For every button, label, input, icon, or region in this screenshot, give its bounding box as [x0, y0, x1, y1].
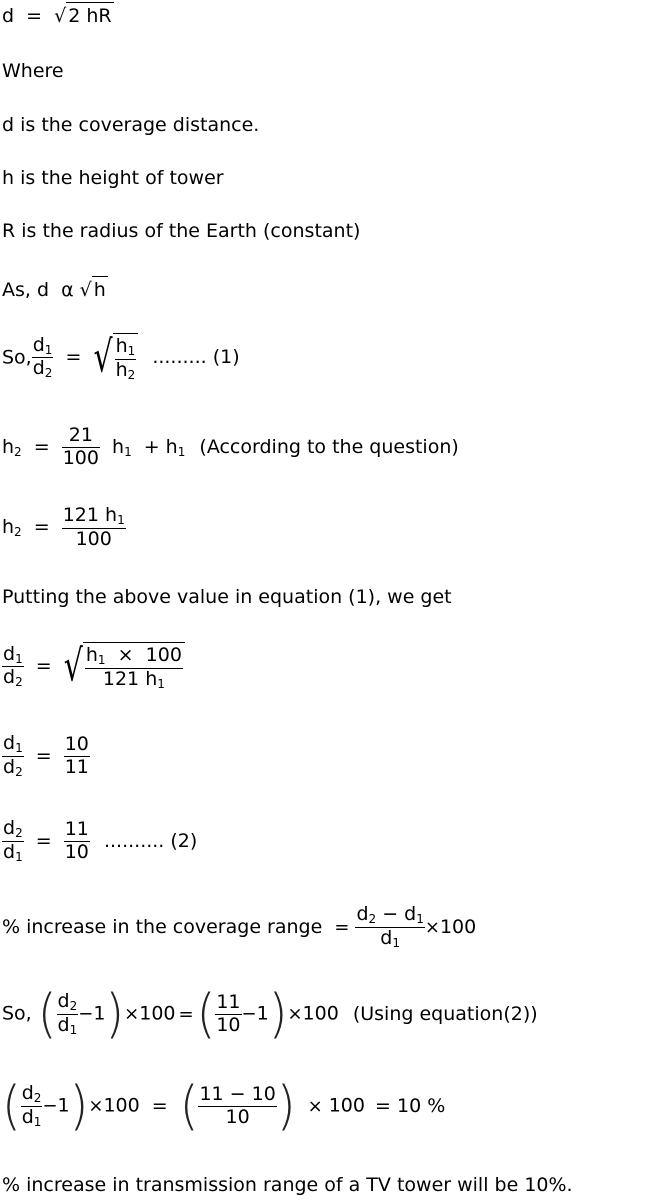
equation-tag-1: ......... (1): [152, 346, 240, 369]
equation-result: ( $\frac{d_2}{d_1}$ −1)×100 = ( $\frac{11 - 10}{10}$ ) × 100 = 10 %: [2, 1075, 446, 1137]
h2-term: $h_2$: [2, 435, 22, 459]
left-paren: (: [179, 1075, 199, 1137]
equation-substituted: [2, 642, 185, 692]
fraction-d1-d2: $\frac{d_1}{d_2}$: [3, 642, 23, 690]
equals-sign: =: [33, 435, 50, 458]
fraction-11-10: $\frac{11}{10}$: [64, 817, 89, 863]
sqrt-icon: √: [63, 640, 83, 692]
equals-sign: =: [35, 655, 52, 678]
equals-sign: =: [65, 346, 82, 369]
fraction-d2-d1: $\frac{d_2}{d_1}$: [3, 817, 23, 864]
equation-h2-sum: [2, 425, 459, 470]
fraction-121h1-100: $\frac{121 h_1}{100}$: [62, 504, 125, 550]
sqrt-icon: √: [93, 331, 113, 383]
left-paren: (: [2, 1075, 21, 1137]
right-paren: ): [69, 1075, 89, 1137]
fraction-11-10: $\frac{11}{10}$: [216, 990, 241, 1036]
h1-term: $h_1$: [165, 435, 186, 459]
annotation-text: (According to the question): [199, 435, 459, 458]
sqrt-ratio: √ $\frac{h_1 \times 100}{121 h_1}$: [64, 642, 185, 692]
text-r-def: R is the radius of the Earth (constant): [2, 220, 361, 242]
using-note: (Using equation(2)): [352, 1002, 538, 1025]
fraction-d2-d1: $\frac{d_2}{d_1}$: [21, 1081, 42, 1129]
times-sign: ×: [307, 1095, 323, 1117]
fraction-d2-d1: $\frac{d_2}{d_1}$: [57, 989, 78, 1037]
fraction-d1-d2: $\frac{d_1}{d_2}$: [32, 333, 53, 381]
equation-h2-value: [2, 505, 126, 551]
var-d: d: [2, 5, 15, 27]
proportional-line: [2, 276, 108, 301]
right-paren: ): [268, 983, 288, 1045]
fraction-10-11: $\frac{10}{11}$: [64, 732, 89, 778]
fraction-d1-d2: $\frac{d_1}{d_2}$: [3, 732, 23, 779]
equation-ratio-10-11: [2, 733, 90, 780]
times-sign: ×: [424, 916, 440, 938]
formula-coverage: [2, 2, 114, 27]
equals-sign: =: [26, 5, 43, 27]
h2-term: $h_2$: [2, 516, 22, 540]
equation-1: [2, 333, 240, 383]
radicand: 2 hR: [66, 2, 113, 27]
fraction-21-100: $\frac{21}{100}$: [62, 424, 99, 469]
equation-substitution-2: So, ( $\frac{d_2}{d_1}$ −1)×100 =( $\frac{11}{10}$ −1)×100 (Using equation(2)): [2, 983, 538, 1045]
text-where: Where: [2, 60, 64, 82]
right-paren: ): [276, 1075, 296, 1137]
equals-sign: =: [35, 744, 52, 767]
left-paren: (: [196, 983, 216, 1045]
sqrt-h1-h2: √ $\frac{h_1}{h_2}$: [93, 333, 138, 383]
equals-sign: =: [151, 1094, 168, 1117]
conclusion-text: % increase in transmission range of a TV tower will be 10%.: [2, 1174, 573, 1196]
left-paren: (: [37, 983, 57, 1045]
text-putting: Putting the above value in equation (1), we get: [2, 586, 452, 608]
h1-term: $h_1$: [112, 435, 132, 459]
alpha-symbol: α: [61, 279, 74, 301]
fraction-diff-d1: $\frac{d_2 - d_1}{d_1}$: [356, 903, 424, 950]
equation-tag-2: .......... (2): [103, 829, 198, 852]
text-d-def: d is the coverage distance.: [2, 114, 260, 136]
equals-sign: =: [33, 516, 50, 539]
plus-sign: +: [143, 435, 160, 458]
so-text: So,: [2, 1002, 32, 1025]
right-paren: ): [105, 983, 125, 1045]
as-d-text: As, d: [2, 279, 50, 301]
sqrt-icon: √: [79, 279, 92, 301]
so-text: So,: [2, 346, 32, 369]
radicand-h: h: [92, 276, 108, 301]
fraction-11minus10-10: $\frac{11 - 10}{10}$: [199, 1082, 276, 1128]
percent-increase-text: % increase in the coverage range: [2, 915, 323, 938]
equals-sign: =: [35, 829, 52, 852]
hundred: 100: [439, 915, 477, 938]
equation-percent-increase: [2, 904, 476, 951]
text-h-def: h is the height of tower: [2, 167, 224, 189]
equals-sign: =: [334, 916, 350, 938]
sqrt-icon: √: [54, 5, 67, 27]
equation-2: [2, 818, 197, 865]
result-value: = 10 %: [375, 1094, 446, 1117]
